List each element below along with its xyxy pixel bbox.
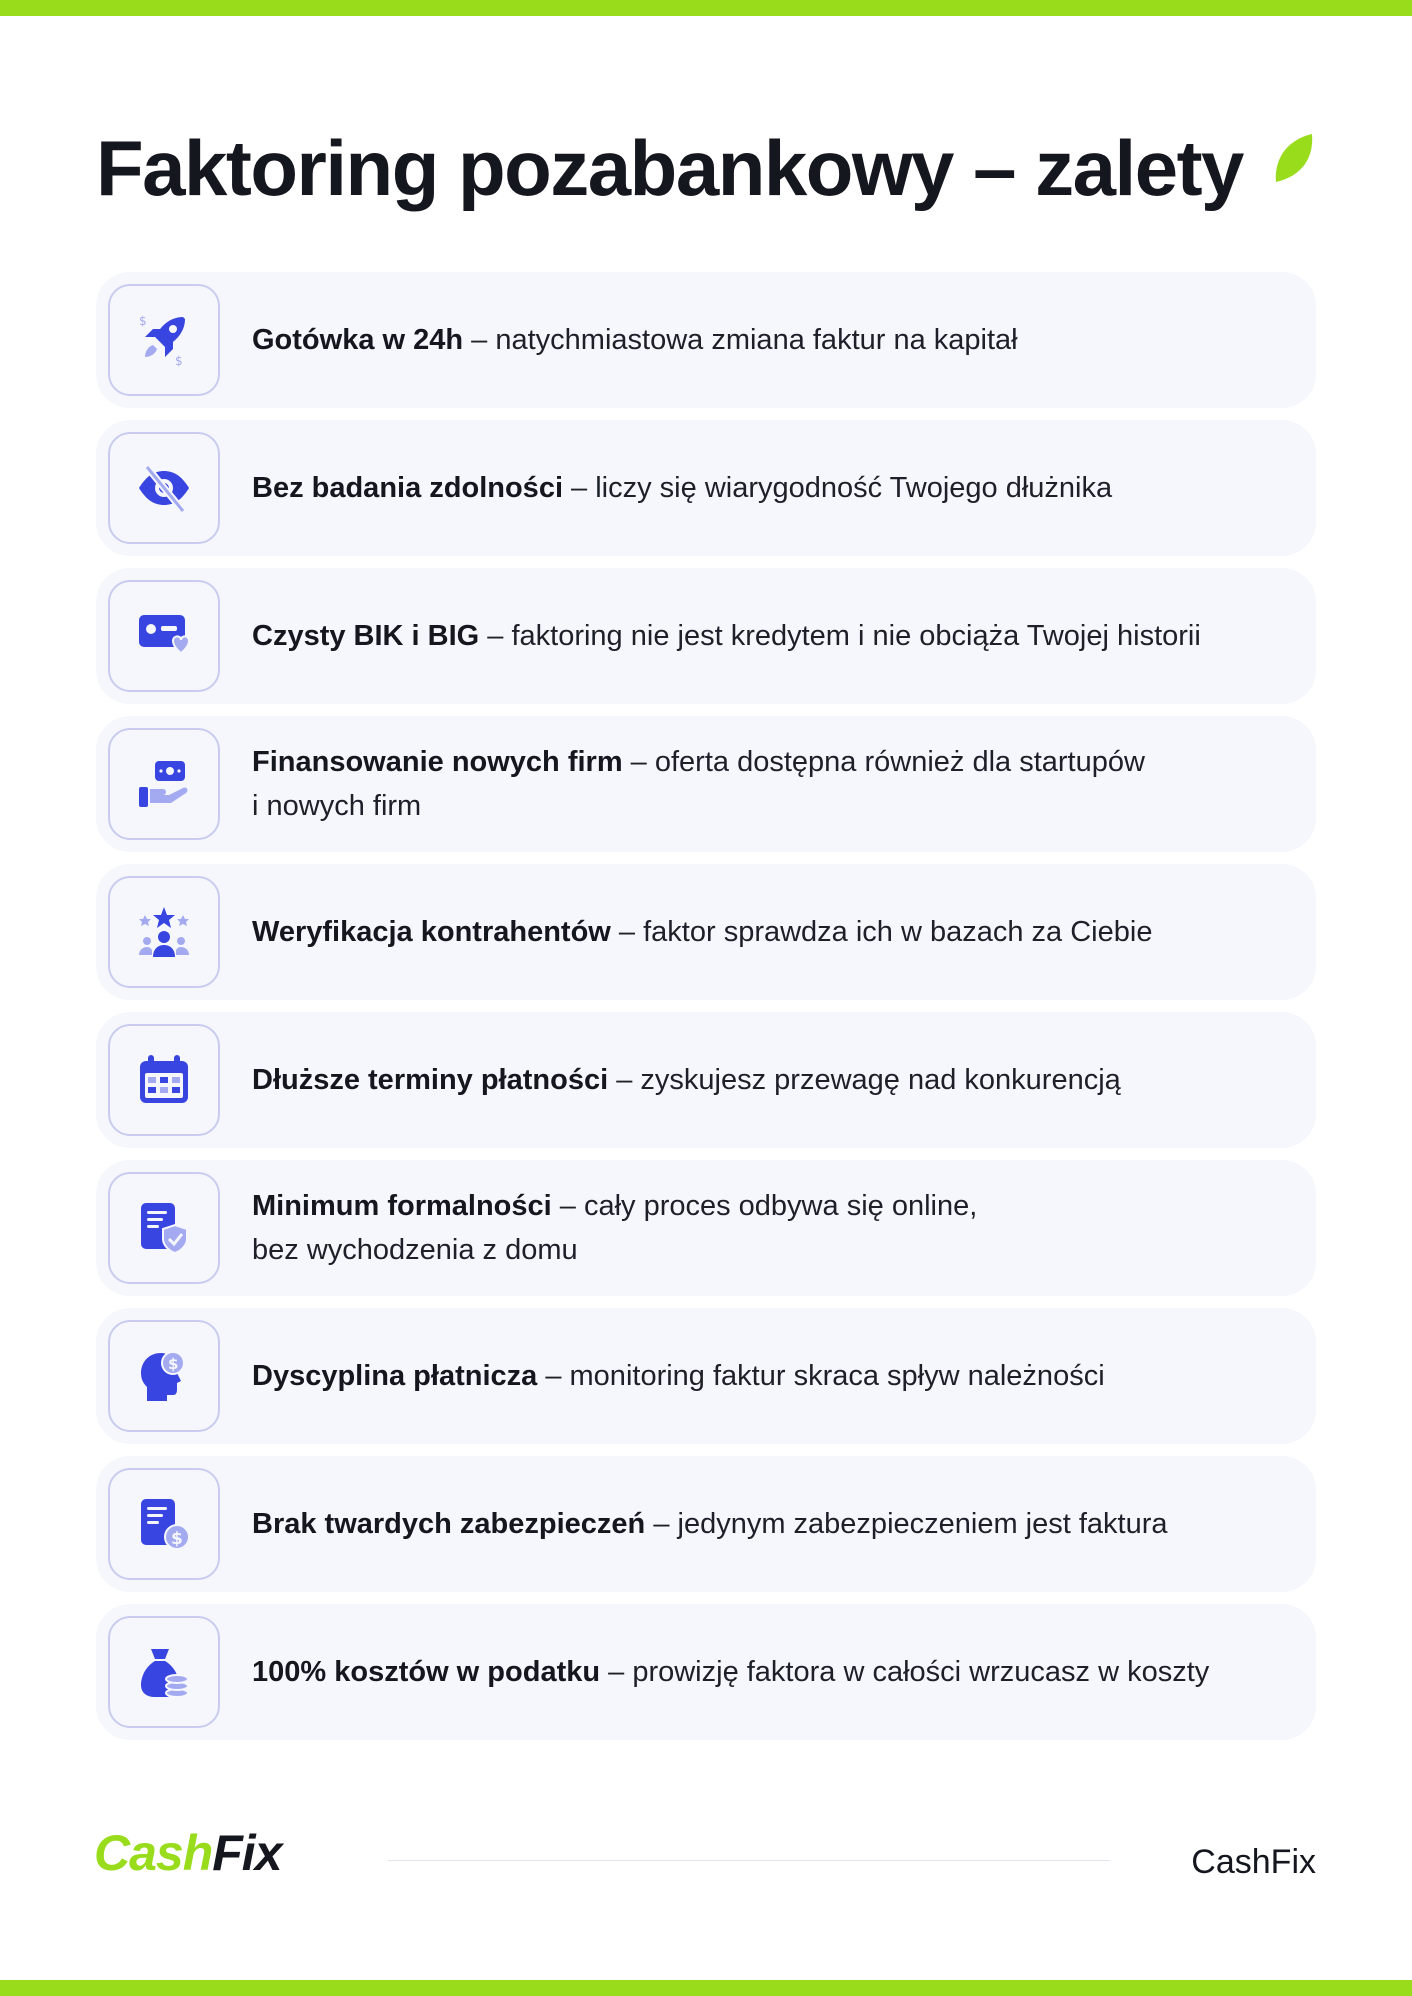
item-text bbox=[252, 1650, 1209, 1694]
icon-tile bbox=[108, 1616, 220, 1728]
list-item bbox=[96, 568, 1316, 704]
item-description: – jedynym zabezpieczeniem jest faktura bbox=[645, 1508, 1168, 1540]
item-text bbox=[252, 1184, 977, 1272]
item-text bbox=[252, 1058, 1121, 1102]
item-title: Dyscyplina płatnicza bbox=[252, 1360, 538, 1392]
hand-money-icon bbox=[135, 755, 193, 813]
logo-text-fix: Fix bbox=[212, 1825, 282, 1881]
icon-tile bbox=[108, 728, 220, 840]
document-shield-icon bbox=[135, 1199, 193, 1257]
list-item bbox=[96, 716, 1316, 852]
footer-divider bbox=[388, 1860, 1110, 1861]
item-description-line2: bez wychodzenia z domu bbox=[252, 1234, 578, 1266]
list-item bbox=[96, 1308, 1316, 1444]
icon-tile bbox=[108, 1172, 220, 1284]
list-item bbox=[96, 1160, 1316, 1296]
item-title: 100% kosztów w podatku bbox=[252, 1656, 601, 1688]
logo-text-cash: Cash bbox=[94, 1825, 213, 1881]
svg-text:$: $ bbox=[168, 1355, 179, 1373]
page-title: Faktoring pozabankowy – zalety bbox=[96, 124, 1243, 212]
item-title: Czysty BIK i BIG bbox=[252, 620, 480, 652]
item-description: – cały proces odbywa się online, bbox=[551, 1190, 978, 1222]
icon-tile bbox=[108, 876, 220, 988]
list-item bbox=[96, 1456, 1316, 1592]
item-title: Gotówka w 24h bbox=[252, 324, 464, 356]
svg-text:$: $ bbox=[175, 354, 183, 368]
item-title: Bez badania zdolności bbox=[252, 472, 563, 504]
item-text bbox=[252, 740, 1145, 828]
item-title: Weryfikacja kontrahentów bbox=[252, 916, 611, 948]
item-text bbox=[252, 910, 1152, 954]
list-item bbox=[96, 272, 1316, 408]
item-text bbox=[252, 1354, 1105, 1398]
icon-tile bbox=[108, 1468, 220, 1580]
list-item bbox=[96, 1604, 1316, 1740]
document-dollar-icon bbox=[135, 1495, 193, 1553]
item-description: – prowizję faktora w całości wrzucasz w koszty bbox=[600, 1656, 1210, 1688]
users-star-icon bbox=[135, 903, 193, 961]
eye-off-icon bbox=[135, 459, 193, 517]
item-title: Finansowanie nowych firm bbox=[252, 746, 623, 778]
rocket-icon bbox=[135, 311, 193, 369]
calendar-icon bbox=[135, 1051, 193, 1109]
card-heart-icon bbox=[135, 607, 193, 665]
icon-tile bbox=[108, 1320, 220, 1432]
leaf-icon bbox=[1272, 132, 1314, 184]
list-item bbox=[96, 864, 1316, 1000]
item-description: – natychmiastowa zmiana faktur na kapitał bbox=[463, 324, 1018, 356]
item-title: Minimum formalności bbox=[252, 1190, 552, 1222]
page-title-wrap bbox=[96, 118, 1243, 218]
icon-tile bbox=[108, 1024, 220, 1136]
item-title: Brak twardych zabezpieczeń bbox=[252, 1508, 646, 1540]
icon-tile bbox=[108, 432, 220, 544]
item-title: Dłuższe terminy płatności bbox=[252, 1064, 609, 1096]
bottom-accent-bar bbox=[0, 1980, 1412, 1996]
item-description: – faktor sprawdza ich w bazach za Ciebie bbox=[610, 916, 1153, 948]
money-bag-icon bbox=[135, 1643, 193, 1701]
item-text bbox=[252, 614, 1201, 658]
icon-tile bbox=[108, 284, 220, 396]
svg-text:$: $ bbox=[139, 314, 147, 328]
item-description: – zyskujesz przewagę nad konkurencją bbox=[608, 1064, 1121, 1096]
svg-text:CashFix bbox=[94, 1825, 285, 1881]
item-text bbox=[252, 466, 1112, 510]
icon-tile bbox=[108, 580, 220, 692]
item-description: – oferta dostępna również dla startupów bbox=[622, 746, 1145, 778]
item-text bbox=[252, 1502, 1168, 1546]
item-description: – faktoring nie jest kredytem i nie obciąża Twojej historii bbox=[479, 620, 1201, 652]
list-item bbox=[96, 420, 1316, 556]
item-text bbox=[252, 318, 1018, 362]
item-description-line2: i nowych firm bbox=[252, 790, 422, 822]
top-accent-bar bbox=[0, 0, 1412, 16]
cashfix-logo bbox=[94, 1822, 314, 1884]
list-item bbox=[96, 1012, 1316, 1148]
item-description: – liczy się wiarygodność Twojego dłużnika bbox=[563, 472, 1113, 504]
footer-brand-name: CashFix bbox=[1191, 1843, 1316, 1881]
item-description: – monitoring faktur skraca spływ należności bbox=[537, 1360, 1105, 1392]
svg-text:$: $ bbox=[171, 1529, 183, 1549]
head-dollar-icon bbox=[135, 1347, 193, 1405]
